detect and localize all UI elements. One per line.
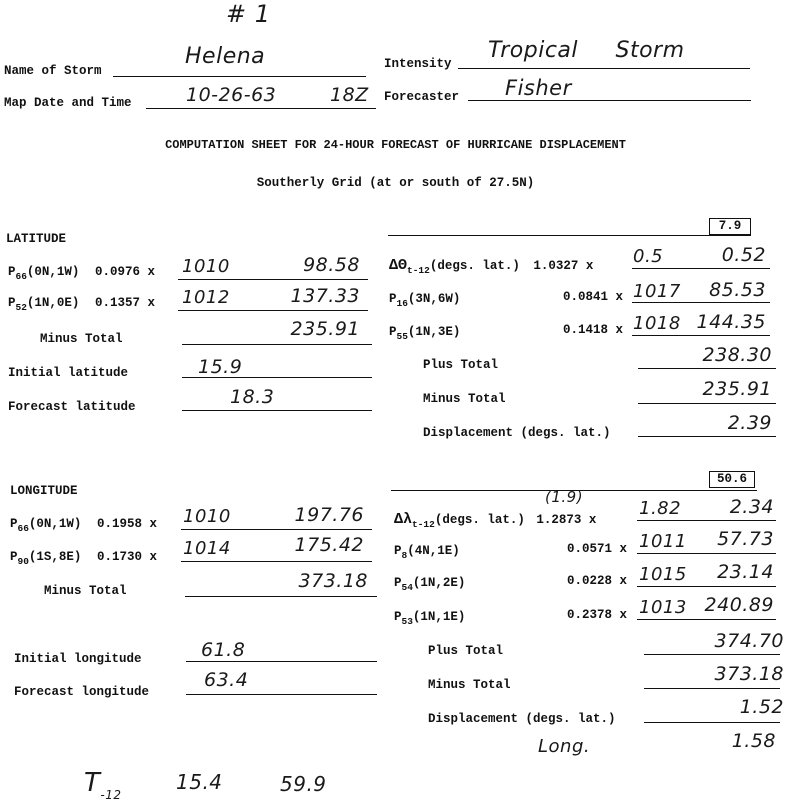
lon-p53-hand: 1013 — [639, 597, 687, 618]
lon-displacement-label: Displacement (degs. lat.) — [428, 712, 616, 726]
initial-longitude-label: Initial longitude — [14, 652, 142, 666]
lat-p55-hand: 1018 — [633, 313, 681, 334]
lat-dtheta-value: 0.52 — [721, 244, 766, 266]
long-label: Long. — [538, 736, 591, 757]
lat-p66-term: $P_{66}(0N,1W)$ 0.0976 x — [8, 265, 155, 282]
lat-plus-total-line — [638, 368, 776, 369]
lon-minus-total2-label: Minus Total — [428, 678, 511, 692]
lon-p54-line — [637, 586, 776, 587]
lon-plus-total-line — [644, 654, 780, 655]
long-value: 1.58 — [731, 730, 776, 752]
lat-dtheta-term: $\Delta\Theta_{t-12}(degs$. lat.) 1.0327 x — [389, 257, 594, 276]
lon-minus-total-line — [185, 596, 377, 597]
lon-p54-value: 23.14 — [717, 561, 774, 583]
forecaster-line — [468, 100, 751, 101]
footer-value-1: 15.4 — [176, 770, 223, 794]
lat-p16-value: 85.53 — [709, 279, 766, 301]
lon-p53-line — [637, 619, 776, 620]
lon-p53-term: $P_{53}(1N,1E)$ — [394, 610, 466, 627]
initial-longitude-value: 61.8 — [201, 639, 246, 661]
map-date-label: Map Date and Time — [4, 96, 132, 110]
lon-p90-hand: 1014 — [183, 538, 231, 559]
map-date-value: 10-26-63 — [186, 84, 277, 106]
lat-p66-value: 98.58 — [303, 254, 360, 276]
storm-name-label: Name of Storm — [4, 64, 102, 78]
lat-dtheta-line — [632, 268, 770, 269]
lon-p8-hand: 1011 — [639, 531, 687, 552]
lon-dlambda-line — [637, 520, 776, 521]
lon-p53-value: 240.89 — [704, 594, 774, 616]
lat-box: 7.9 — [709, 218, 751, 235]
lon-p54-coef: 0.0228 x — [567, 574, 628, 588]
lat-box-line — [388, 235, 751, 236]
lon-plus-total-label: Plus Total — [428, 644, 504, 658]
lat-plus-total-value: 238.30 — [702, 344, 772, 366]
lon-p8-line — [637, 553, 776, 554]
forecast-latitude-label: Forecast latitude — [8, 400, 136, 414]
latitude-heading: LATITUDE — [6, 232, 67, 246]
forecast-longitude-value: 63.4 — [204, 669, 249, 691]
sheet-number: # 1 — [226, 0, 271, 28]
intensity-value: Tropical Storm — [488, 38, 685, 63]
lon-minus-total-label: Minus Total — [44, 584, 127, 598]
lon-p66-value: 197.76 — [294, 504, 364, 526]
lat-minus-total2-line — [638, 403, 776, 404]
lat-p55-value: 144.35 — [696, 311, 766, 333]
lat-p55-coef: 0.1418 x — [563, 323, 624, 337]
lon-p66-hand: 1010 — [183, 506, 231, 527]
lat-minus-total-line — [182, 344, 372, 345]
lon-p8-coef: 0.0571 x — [567, 542, 628, 556]
lat-displacement-value: 2.39 — [727, 412, 772, 434]
lat-plus-total-label: Plus Total — [423, 358, 499, 372]
sheet-subtitle: Southerly Grid (at or south of 27.5N) — [256, 176, 535, 190]
lon-minus-total2-line — [644, 688, 780, 689]
lat-minus-total2-label: Minus Total — [423, 392, 506, 406]
lon-plus-total-value: 374.70 — [714, 630, 784, 652]
lat-p16-coef: 0.0841 x — [563, 290, 624, 304]
intensity-label: Intensity — [384, 57, 452, 71]
lon-displacement-line — [644, 722, 780, 723]
lat-p55-term: $P_{55}(1N,3E)$ — [389, 325, 461, 342]
forecaster-value: Fisher — [505, 76, 572, 100]
forecast-longitude-line — [186, 694, 377, 695]
initial-latitude-label: Initial latitude — [8, 366, 129, 380]
footer-t-label: $T_{-12}$ — [84, 768, 122, 802]
forecast-latitude-value: 18.3 — [230, 386, 275, 408]
lat-minus-total2-value: 235.91 — [702, 378, 772, 400]
lon-p54-term: $P_{54}(1N,2E)$ — [394, 576, 466, 593]
lat-minus-total-value: 235.91 — [290, 318, 360, 340]
lon-box: 50.6 — [709, 471, 755, 488]
lat-displacement-label: Displacement (degs. lat.) — [423, 426, 611, 440]
storm-name-line — [113, 76, 366, 77]
lon-dlambda-note: (1.9) — [545, 488, 584, 506]
forecaster-label: Forecaster — [384, 90, 460, 104]
lat-p16-term: $P_{16}(3N,6W)$ — [389, 292, 461, 309]
lon-p90-line — [181, 561, 372, 562]
lat-p52-term: $P_{52}(1N,0E)$ 0.1357 x — [8, 296, 155, 313]
forecast-longitude-label: Forecast longitude — [14, 685, 150, 699]
lat-p55-line — [632, 335, 770, 336]
initial-latitude-value: 15.9 — [198, 356, 243, 378]
lon-p54-hand: 1015 — [639, 564, 687, 585]
lon-displacement-value: 1.52 — [739, 696, 784, 718]
sheet-title: COMPUTATION SHEET FOR 24-HOUR FORECAST OF HURRICANE DISPLACEMENT — [165, 138, 626, 152]
lon-p90-value: 175.42 — [294, 534, 364, 556]
lon-minus-total2-value: 373.18 — [714, 663, 784, 685]
initial-longitude-line — [186, 661, 377, 662]
forecast-latitude-line — [182, 410, 372, 411]
lon-p8-value: 57.73 — [717, 528, 774, 550]
lon-dlambda-hand: 1.82 — [639, 498, 682, 519]
lat-p52-value: 137.33 — [290, 285, 360, 307]
storm-name-value: Helena — [185, 44, 266, 69]
lat-displacement-line — [638, 436, 776, 437]
lon-p8-term: $P_8(4N,1E)$ — [394, 544, 460, 561]
map-date-line — [146, 108, 376, 109]
lat-p66-hand: 1010 — [182, 256, 230, 277]
lat-p66-line — [178, 279, 368, 280]
lon-dlambda-term: $\Delta\lambda_{t-12}(degs$. lat.) 1.2873 x — [394, 511, 597, 530]
intensity-line — [458, 68, 750, 69]
lat-dtheta-hand: 0.5 — [633, 246, 664, 267]
lon-p66-line — [181, 529, 372, 530]
lat-p16-hand: 1017 — [633, 281, 681, 302]
lat-minus-total-label: Minus Total — [40, 332, 123, 346]
lon-p53-coef: 0.2378 x — [567, 608, 628, 622]
lon-p66-term: $P_{66}(0N,1W)$ 0.1958 x — [10, 517, 157, 534]
lat-p52-hand: 1012 — [182, 287, 230, 308]
lon-minus-total-value: 373.18 — [298, 570, 368, 592]
lon-p90-term: $P_{90}(1S,8E)$ 0.1730 x — [10, 550, 157, 567]
longitude-heading: LONGITUDE — [10, 484, 78, 498]
lon-dlambda-value: 2.34 — [729, 496, 774, 518]
lat-p52-line — [178, 310, 368, 311]
map-time-value: 18Z — [330, 84, 369, 106]
footer-value-2: 59.9 — [280, 772, 327, 796]
lat-p16-line — [632, 302, 770, 303]
